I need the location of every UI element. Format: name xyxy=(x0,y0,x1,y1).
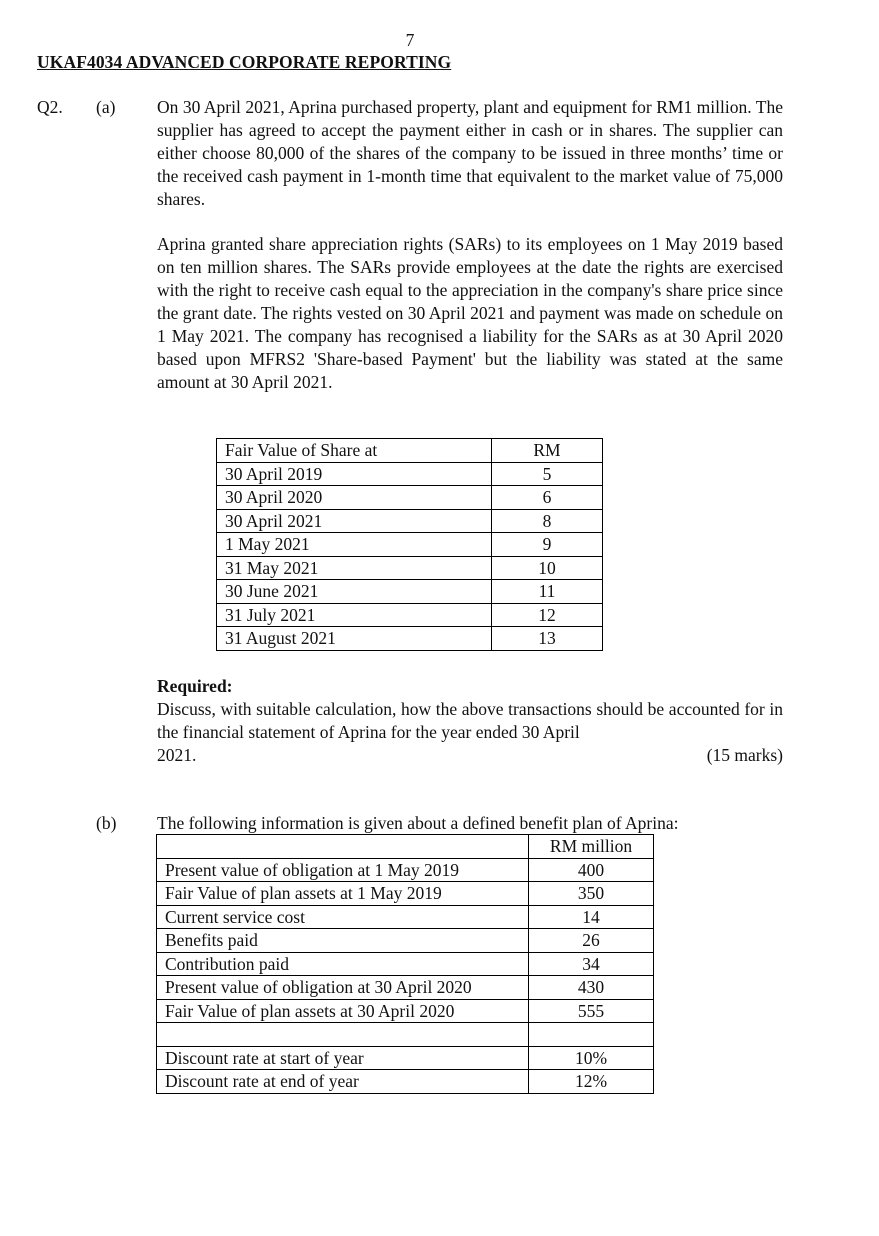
table-value-cell: 430 xyxy=(529,976,654,1000)
required-text-end: 2021. xyxy=(157,745,197,765)
table-header-cell: Fair Value of Share at xyxy=(217,439,492,463)
table-row xyxy=(157,1046,654,1070)
table-label-cell: Discount rate at start of year xyxy=(157,1046,529,1070)
defined-benefit-table xyxy=(156,834,654,1094)
table-row xyxy=(217,580,603,604)
table-value-cell: 400 xyxy=(529,858,654,882)
table-row xyxy=(217,533,603,557)
table-value-cell: 13 xyxy=(492,627,603,651)
table-header-row xyxy=(217,439,603,463)
table-row xyxy=(217,556,603,580)
course-title: UKAF4034 ADVANCED CORPORATE REPORTING xyxy=(37,52,452,72)
table-row xyxy=(217,627,603,651)
table-value-cell: 12% xyxy=(529,1070,654,1094)
table-label-cell: Benefits paid xyxy=(157,929,529,953)
part-a-paragraph-1: On 30 April 2021, Aprina purchased property, plant and equipment for RM1 million. The supplier has agreed to accept the payment either in cash or in shares. The supplier can either choose 80,000 of the shares of the company to be issued in three months’ time or the received cash payment in 1-month time that equivalent to the market value of 75,000 shares. xyxy=(157,97,783,209)
table-label-cell: Discount rate at end of year xyxy=(157,1070,529,1094)
table-row xyxy=(157,999,654,1023)
table-row xyxy=(157,929,654,953)
table-value-cell: 9 xyxy=(492,533,603,557)
table-label-cell xyxy=(157,1023,529,1047)
table-value-cell: 10% xyxy=(529,1046,654,1070)
table-header-cell: RM million xyxy=(529,835,654,859)
table-row xyxy=(157,1023,654,1047)
table-row xyxy=(217,486,603,510)
table-label-cell: 31 July 2021 xyxy=(217,603,492,627)
table-label-cell: Current service cost xyxy=(157,905,529,929)
table-header-cell: RM xyxy=(492,439,603,463)
table-value-cell: 5 xyxy=(492,462,603,486)
table-value-cell: 6 xyxy=(492,486,603,510)
table-label-cell: 31 May 2021 xyxy=(217,556,492,580)
table-row xyxy=(157,952,654,976)
table-row xyxy=(157,1070,654,1094)
required-section xyxy=(157,675,783,767)
required-text: Discuss, with suitable calculation, how the above transactions should be accounted for in the financial statement of Aprina for the year ended 30 April xyxy=(157,699,783,742)
table-row xyxy=(157,976,654,1000)
table-label-cell: Present value of obligation at 1 May 2019 xyxy=(157,858,529,882)
part-b-label: (b) xyxy=(96,813,117,833)
table-label-cell: 30 April 2019 xyxy=(217,462,492,486)
required-last-line xyxy=(157,744,783,767)
table-value-cell: 555 xyxy=(529,999,654,1023)
part-a-paragraph-2: Aprina granted share appreciation rights (SARs) to its employees on 1 May 2019 based on ten million shares. The SARs provide employees at the date the rights are exercised with the right to receive cash equal to the appreciation in the company's share price since the grant date. The rights vested on 30 April 2021 and payment was made on schedule on 1 May 2021. The company has recognised a liability for the SARs as at 30 April 2020 based upon MFRS2 'Share-based Payment' but the liability was stated at the same amount at 30 April 2021. xyxy=(157,234,783,392)
part-a-label: (a) xyxy=(96,97,116,117)
table-label-cell: 30 April 2021 xyxy=(217,509,492,533)
table-value-cell: 12 xyxy=(492,603,603,627)
part-b-intro: The following information is given about a defined benefit plan of Aprina: xyxy=(157,813,679,833)
table-value-cell xyxy=(529,1023,654,1047)
table-label-cell: 30 April 2020 xyxy=(217,486,492,510)
required-heading: Required: xyxy=(157,676,233,696)
table-label-cell: Present value of obligation at 30 April 2020 xyxy=(157,976,529,1000)
table-value-cell: 34 xyxy=(529,952,654,976)
table-label-cell: 30 June 2021 xyxy=(217,580,492,604)
table-value-cell: 14 xyxy=(529,905,654,929)
table-header-row xyxy=(157,835,654,859)
table-value-cell: 10 xyxy=(492,556,603,580)
table-header-cell xyxy=(157,835,529,859)
table-row xyxy=(217,603,603,627)
table-row xyxy=(217,462,603,486)
marks-allocation: (15 marks) xyxy=(706,745,783,765)
table-value-cell: 8 xyxy=(492,509,603,533)
table-label-cell: 31 August 2021 xyxy=(217,627,492,651)
table-label-cell: 1 May 2021 xyxy=(217,533,492,557)
table-value-cell: 11 xyxy=(492,580,603,604)
table-label-cell: Contribution paid xyxy=(157,952,529,976)
table-value-cell: 350 xyxy=(529,882,654,906)
table-row xyxy=(157,882,654,906)
share-fair-value-table xyxy=(216,438,603,651)
table-row xyxy=(217,509,603,533)
table-label-cell: Fair Value of plan assets at 30 April 2020 xyxy=(157,999,529,1023)
page-number: 7 xyxy=(405,30,415,50)
table-row xyxy=(157,905,654,929)
table-row xyxy=(157,858,654,882)
question-label: Q2. xyxy=(37,97,63,117)
table-value-cell: 26 xyxy=(529,929,654,953)
table-label-cell: Fair Value of plan assets at 1 May 2019 xyxy=(157,882,529,906)
